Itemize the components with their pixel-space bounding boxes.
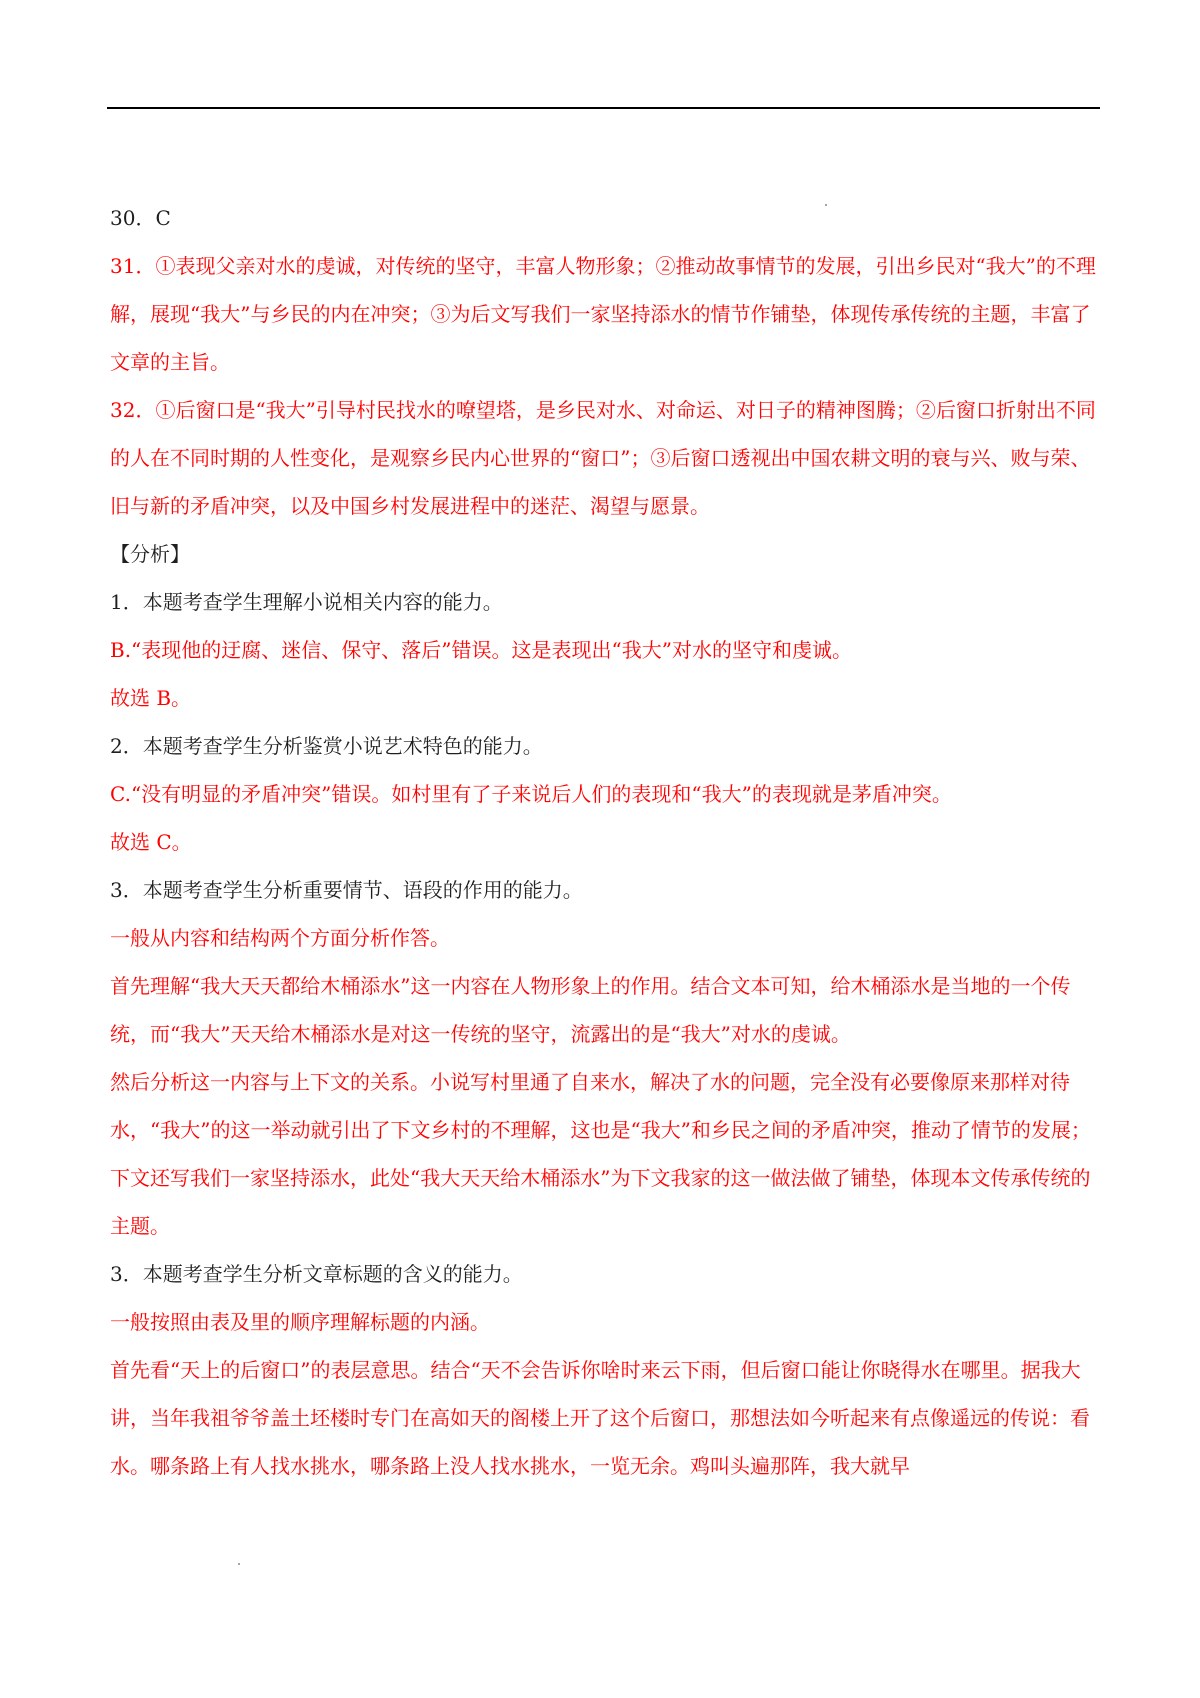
header-rule (107, 107, 1100, 109)
q2-choice: 故选 C。 (110, 830, 192, 854)
q3-paragraph-1: 首先理解“我大天天都给木桶添水”这一内容在人物形象上的作用。结合文本可知，给木桶添水是当地的一个传统，而“我大”天天给木桶添水是对这一传统的坚守，流露出的是“我大”对水的虔诚。 (110, 974, 1071, 1046)
q1-choice: 故选 B。 (110, 686, 192, 710)
scan-speck (238, 1563, 240, 1565)
q1-option-b: B.“表现他的迂腐、迷信、保守、落后”错误。这是表现出“我大”对水的坚守和虔诚。 (110, 638, 852, 662)
answer-30: 30．C (110, 206, 171, 230)
q2-option-c: C.“没有明显的矛盾冲突”错误。如村里有了子来说后人们的表现和“我大”的表现就是茅盾冲突。 (110, 782, 952, 806)
q3-paragraph-2: 然后分析这一内容与上下文的关系。小说写村里通了自来水，解决了水的问题，完全没有必要像原来那样对待水，“我大”的这一举动就引出了下文乡村的不理解，这也是“我大”和乡民之间的矛盾冲突，推动了情节的发展；下文还写我们一家坚持添水，此处“我大天天给木桶添水”为下文我家的这一做法做了铺垫，体现本文传承传统的主题。 (110, 1070, 1091, 1238)
analysis-heading: 【分析】 (110, 542, 190, 566)
answer-31: 31．①表现父亲对水的虔诚，对传统的坚守，丰富人物形象；②推动故事情节的发展，引出乡民对“我大”的不理解，展现“我大”与乡民的内在冲突；③为后文写我们一家坚持添水的情节作铺垫，体现传承传统的主题，丰富了文章的主旨。 (110, 254, 1096, 374)
q4-paragraph-1: 首先看“天上的后窗口”的表层意思。结合“天不会告诉你啥时来云下雨，但后窗口能让你晓得水在哪里。据我大讲，当年我祖爷爷盖土坯楼时专门在高如天的阁楼上开了这个后窗口，那想法如今听起来有点像遥远的传说：看水。哪条路上有人找水挑水，哪条路上没人找水挑水，一览无余。鸡叫头遍那阵，我大就早 (110, 1358, 1090, 1478)
answer-32: 32．①后窗口是“我大”引导村民找水的嘹望塔，是乡民对水、对命运、对日子的精神图腾；②后窗口折射出不同的人在不同时期的人性变化，是观察乡民内心世界的“窗口”；③后窗口透视出中国农耕文明的衰与兴、败与荣、旧与新的矛盾冲突，以及中国乡村发展进程中的迷茫、渴望与愿景。 (110, 398, 1096, 518)
q3-method: 一般从内容和结构两个方面分析作答。 (110, 926, 450, 950)
q2-intro: 2．本题考查学生分析鉴赏小说艺术特色的能力。 (110, 734, 543, 758)
q4-method: 一般按照由表及里的顺序理解标题的内涵。 (110, 1310, 490, 1334)
q3-intro: 3．本题考查学生分析重要情节、语段的作用的能力。 (110, 878, 583, 902)
q4-intro: 3．本题考查学生分析文章标题的含义的能力。 (110, 1262, 523, 1286)
q1-intro: 1．本题考查学生理解小说相关内容的能力。 (110, 590, 503, 614)
